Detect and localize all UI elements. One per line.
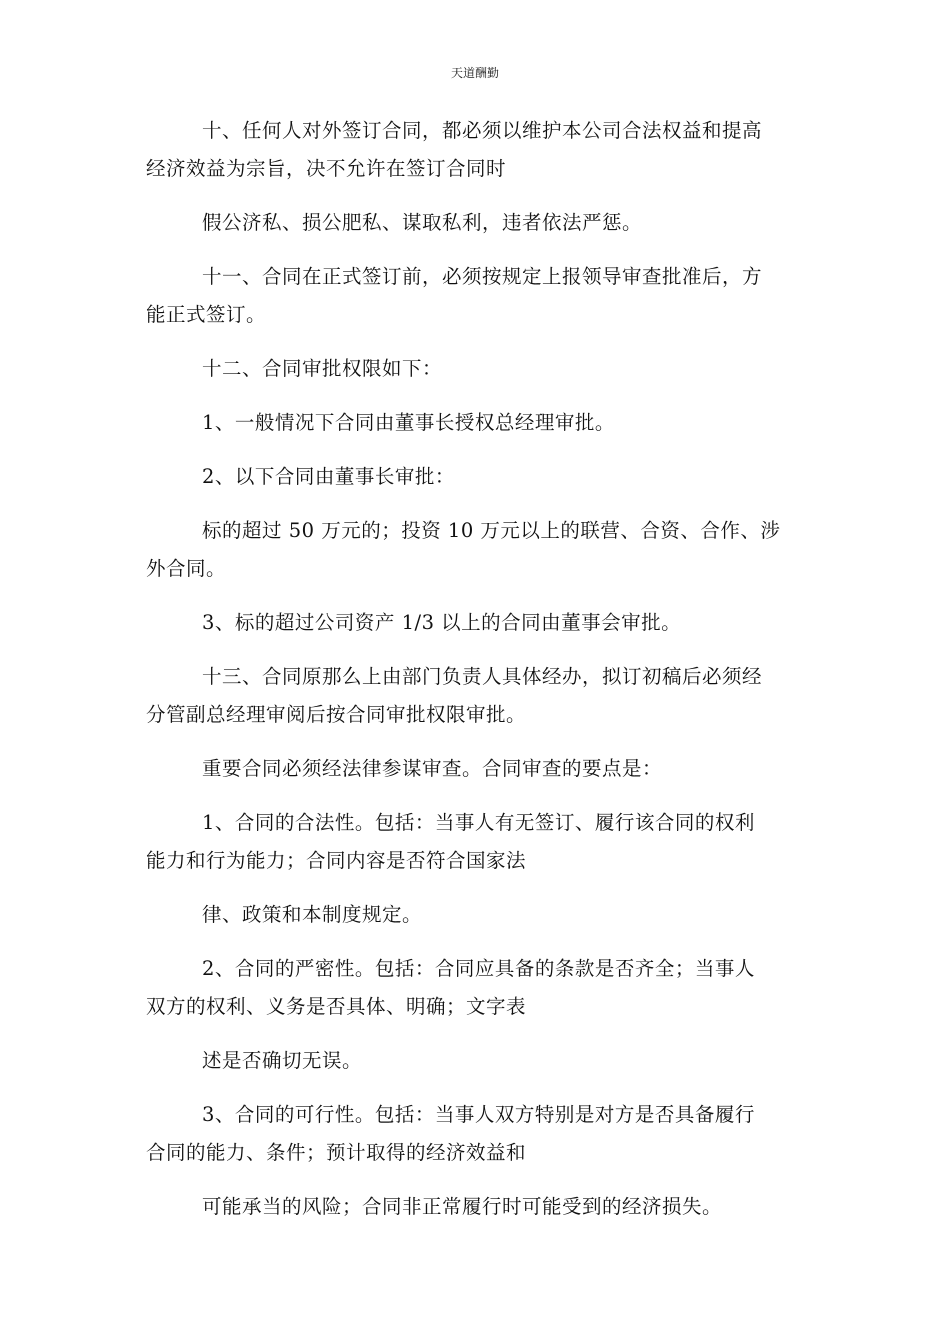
paragraph-line: 十一、合同在正式签订前，必须按规定上报领导审查批准后，方: [202, 265, 763, 288]
paragraph: [146, 458, 808, 496]
paragraph-line: 十二、合同审批权限如下：: [202, 357, 443, 380]
paragraph: [146, 750, 808, 788]
paragraph-line: 2、合同的严密性。包括：合同应具备的条款是否齐全；当事人: [202, 957, 755, 980]
paragraph: [146, 804, 808, 880]
paragraph-line: 述是否确切无误。: [202, 1049, 363, 1072]
paragraph: [146, 112, 808, 188]
paragraph-line: 能力和行为能力；合同内容是否符合国家法: [146, 849, 527, 872]
paragraph: [146, 604, 808, 642]
paragraph: [146, 950, 808, 1026]
paragraph-line: 1、合同的合法性。包括：当事人有无签订、履行该合同的权利: [202, 811, 755, 834]
paragraph-line: 3、标的超过公司资产 1/3 以上的合同由董事会审批。: [202, 611, 682, 634]
paragraph: [146, 404, 808, 442]
paragraph-line: 十三、合同原那么上由部门负责人具体经办，拟订初稿后必须经: [202, 665, 763, 688]
paragraph: [146, 896, 808, 934]
paragraph-line: 经济效益为宗旨，决不允许在签订合同时: [146, 157, 507, 180]
paragraph-line: 分管副总经理审阅后按合同审批权限审批。: [146, 703, 527, 726]
paragraph: [146, 204, 808, 242]
document-body: [146, 112, 808, 1242]
paragraph-line: 3、合同的可行性。包括：当事人双方特别是对方是否具备履行: [202, 1103, 755, 1126]
paragraph-line: 假公济私、损公肥私、谋取私利，违者依法严惩。: [202, 211, 643, 234]
paragraph-line: 十、任何人对外签订合同，都必须以维护本公司合法权益和提高: [202, 119, 763, 142]
paragraph: [146, 350, 808, 388]
paragraph-line: 双方的权利、义务是否具体、明确；文字表: [146, 995, 527, 1018]
paragraph-line: 1、一般情况下合同由董事长授权总经理审批。: [202, 411, 615, 434]
paragraph-line: 可能承当的风险；合同非正常履行时可能受到的经济损失。: [202, 1195, 723, 1218]
paragraph: [146, 1188, 808, 1226]
paragraph-line: 能正式签订。: [146, 303, 267, 326]
page-header: 天道酬勤: [450, 66, 499, 80]
paragraph-line: 律、政策和本制度规定。: [202, 903, 423, 926]
paragraph: [146, 258, 808, 334]
paragraph: [146, 1096, 808, 1172]
paragraph-line: 标的超过 50 万元的；投资 10 万元以上的联营、合资、合作、涉: [202, 519, 781, 542]
paragraph: [146, 1042, 808, 1080]
paragraph: [146, 658, 808, 734]
paragraph-line: 合同的能力、条件；预计取得的经济效益和: [146, 1141, 527, 1164]
paragraph: [146, 512, 808, 588]
paragraph-line: 重要合同必须经法律参谋审查。合同审查的要点是：: [202, 757, 663, 780]
paragraph-line: 外合同。: [146, 557, 227, 580]
paragraph-line: 2、以下合同由董事长审批：: [202, 465, 455, 488]
